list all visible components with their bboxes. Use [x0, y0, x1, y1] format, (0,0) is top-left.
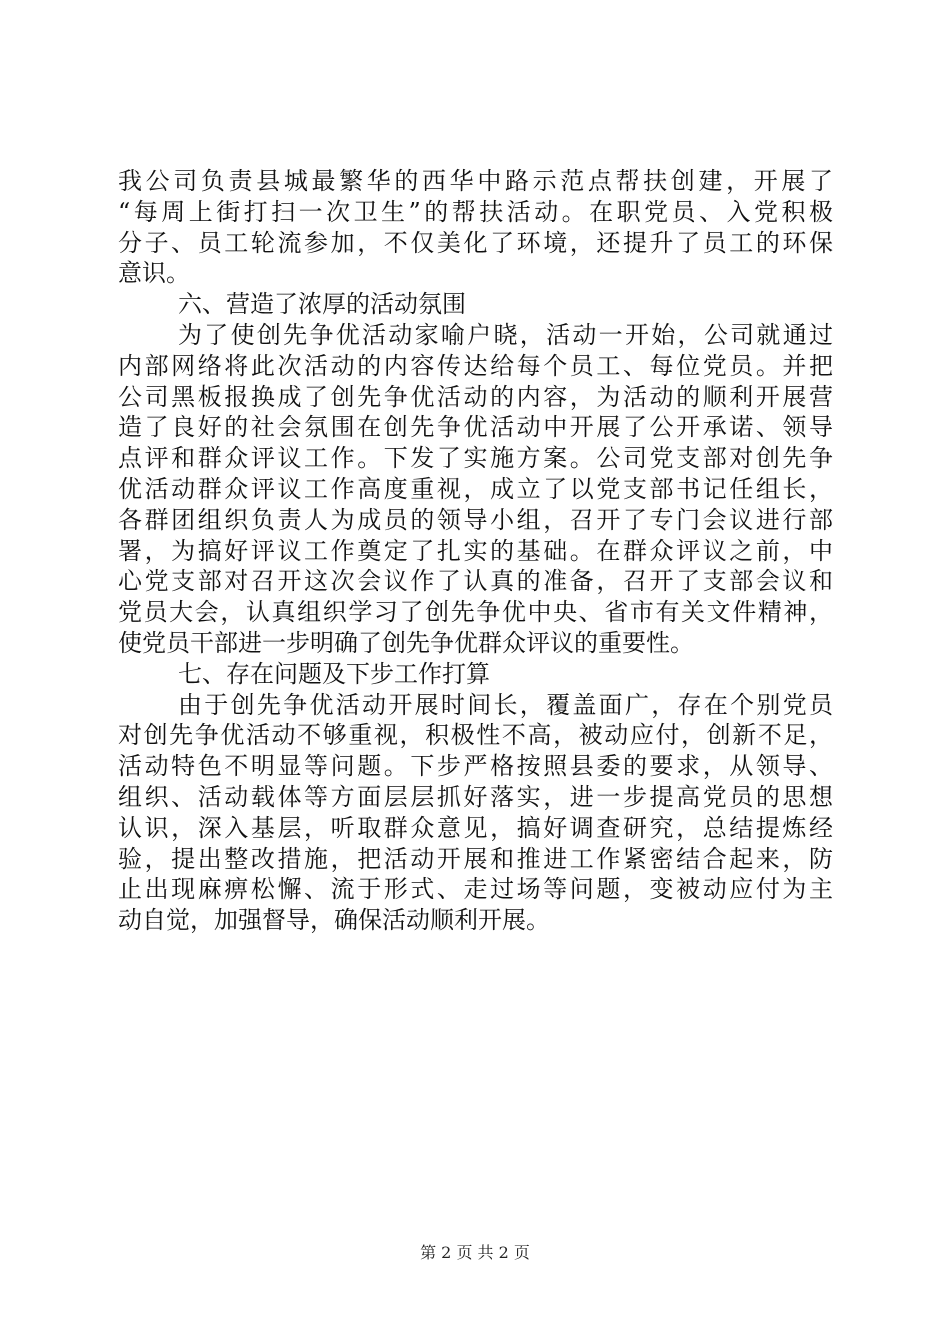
- body-line: 验，提出整改措施，把活动开展和推进工作紧密结合起来，防: [118, 844, 833, 873]
- body-line: 止出现麻痹松懈、流于形式、走过场等问题，变被动应付为主: [118, 875, 833, 904]
- body-line: 我公司负责县城最繁华的西华中路示范点帮扶创建，开展了: [118, 167, 833, 195]
- body-line: 点评和群众评议工作。下发了实施方案。公司党支部对创先争: [118, 444, 833, 473]
- body-line: 组织、活动载体等方面层层抓好落实，进一步提高党员的思想: [118, 782, 833, 811]
- body-line: 意识。: [118, 259, 190, 288]
- body-line: 各群团组织负责人为成员的领导小组，召开了专门会议进行部: [118, 505, 833, 534]
- page-footer: 第 2 页 共 2 页: [420, 1243, 530, 1262]
- body-line: 使党员干部进一步明确了创先争优群众评议的重要性。: [118, 628, 694, 657]
- body-line: 分子、员工轮流参加，不仅美化了环境，还提升了员工的环保: [118, 228, 833, 257]
- section-heading: 六、营造了浓厚的活动氛围: [178, 290, 466, 319]
- body-line: 动自觉，加强督导，确保活动顺利开展。: [118, 906, 550, 935]
- body-line: 党员大会，认真组织学习了创先争优中央、省市有关文件精神，: [118, 598, 833, 627]
- body-line: 心党支部对召开这次会议作了认真的准备，召开了支部会议和: [118, 567, 833, 596]
- body-line: 认识，深入基层，听取群众意见，搞好调查研究，总结提炼经: [118, 813, 833, 842]
- body-line: 由于创先争优活动开展时间长，覆盖面广，存在个别党员: [178, 690, 833, 719]
- body-line: 造了良好的社会氛围在创先争优活动中开展了公开承诺、领导: [118, 413, 833, 442]
- section-heading: 七、存在问题及下步工作打算: [178, 659, 490, 688]
- body-line: “每周上街打扫一次卫生”的帮扶活动。在职党员、入党积极: [118, 197, 833, 226]
- body-line: 活动特色不明显等问题。下步严格按照县委的要求，从领导、: [118, 752, 833, 781]
- body-line: 公司黑板报换成了创先争优活动的内容，为活动的顺利开展营: [118, 382, 833, 411]
- body-line: 署，为搞好评议工作奠定了扎实的基础。在群众评议之前，中: [118, 536, 833, 565]
- body-line: 内部网络将此次活动的内容传达给每个员工、每位党员。并把: [118, 351, 833, 380]
- body-line: 为了使创先争优活动家喻户晓，活动一开始，公司就通过: [178, 320, 833, 349]
- document-body: [118, 166, 833, 936]
- body-line: 对创先争优活动不够重视，积极性不高，被动应付，创新不足，: [118, 721, 833, 750]
- body-line: 优活动群众评议工作高度重视，成立了以党支部书记任组长，: [118, 474, 833, 503]
